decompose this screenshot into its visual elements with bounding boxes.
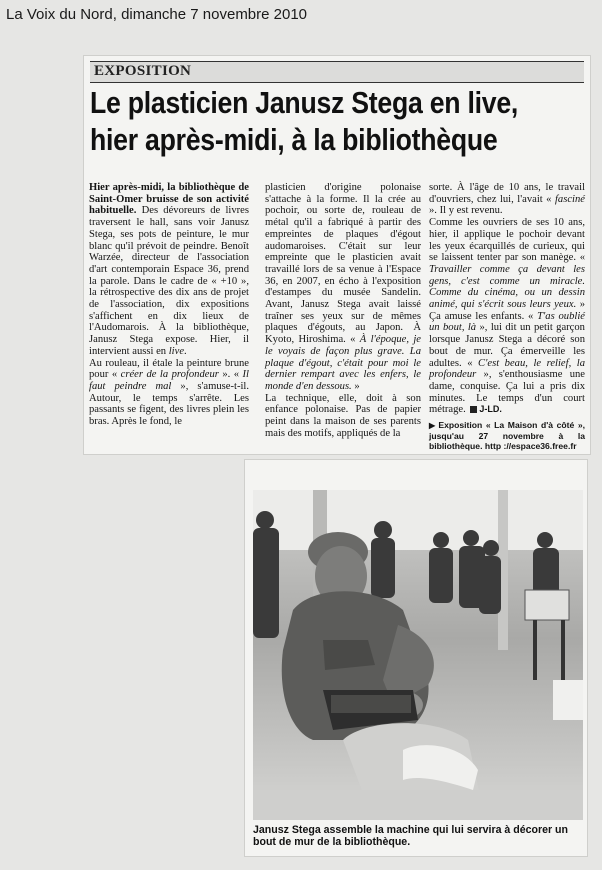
- article-headline: [90, 84, 517, 158]
- newspaper-source-line: La Voix du Nord, dimanche 7 novembre 2010: [6, 6, 308, 23]
- paragraph: La technique, elle, doit à son enfance polonaise. Pas de papier peint dans la maison de ses parents mais des motifs, appliqués de la: [265, 392, 421, 439]
- paragraph: Hier après-midi, la bibliothèque de Saint-Omer bruisse de son activité habituelle. Des dévoreurs de livres traversent le hall, sans voir Janusz Stega, ses pots de peinture, le mur blanc qu'il prévoit de peindre. Benoît Warzée, directeur de l'association d'art contemporain Espace 36, prend la parole. Dans le cadre de « +10 », la rétrospective des dix ans de projet de l'association, dix expositions s'affichent en dix lieux de l'Audomarois. À la bibliothèque, Janusz Stega expose. Hier, il intervient aussi en live.: [89, 182, 249, 357]
- headline-line-2: hier après-midi, à la bibliothèque: [90, 122, 498, 157]
- photo-clipping: [245, 460, 587, 856]
- paragraph: Comme les ouvriers de ses 10 ans, hier, il applique le pochoir devant les yeux écarquillés de curieux, qui se laissent tenter par son manège. « Travailler comme ça devant les gens, c'est comme un miracle. Comme du cinéma, ou un dessin animé, qui s'écrit sous leurs yeux. » Ça amuse les enfants. « T'as oublié un bout, là », lui dit un petit garçon lorsque Janusz Stega a décoré son bout de mur. Ça émerveille les adultes. « C'est beau, le relief, la profondeur », s'enthousiasme une dame, conquise. Ça lui a pris dix minutes. Le temps d'un court métrage. J-LD.: [429, 217, 586, 416]
- section-rubric: [90, 61, 584, 83]
- author-signature: J-LD.: [479, 404, 502, 415]
- article-photo: [253, 490, 583, 820]
- headline-line-1: Le plasticien Janusz Stega en live,: [90, 85, 519, 120]
- rubric-label: EXPOSITION: [94, 63, 192, 79]
- square-bullet-icon: [470, 406, 477, 413]
- quote: Travailler comme ça devant les gens, c'est comme un miracle. Comme du cinéma, ou un dessin animé, qui s'écrit sous leurs yeux.: [429, 263, 585, 311]
- paragraph: Au rouleau, il étale la peinture brune pour « créer de la profondeur ». « Il faut peindre mal », s'amuse-t-il. Autour, le temps s'arrête. Les passants se figent, des livres plein les bras. Après le fond, le: [89, 357, 250, 428]
- quote: À l'époque, je le voyais de façon plus grave. La plaque d'égout, c'était pour moi le dernier rempart avec les enfers, le monde d'en dessous.: [265, 334, 421, 392]
- article-column-3: [429, 182, 585, 451]
- photo-caption: Janusz Stega assemble la machine qui lui servira à décorer un bout de mur de la bibliothèque.: [253, 824, 568, 848]
- paragraph: plasticien d'origine polonaise s'attache à la forme. Il la crée au pochoir, ou sorte de, rouleau de métal qu'il a fabriqué à partir des empreintes de plaques d'égout audomaroises. C'était sur leur empreinte que le plasticien avait travaillé lors de sa venue à l'Espace 36, en 2007, en écho à l'exposition d'estampes du musée Sandelin. Avant, Janusz Stega avait laissé traîner ses yeux sur de mêmes plaques d'égouts, au Japon. À Kyoto, Hiroshima. « À l'époque, je le voyais de façon plus grave. La plaque d'égout, c'était pour moi le dernier rempart avec les enfers, le monde d'en dessous. »: [265, 182, 421, 392]
- article-column-1: [89, 182, 249, 428]
- photo-illustration: [253, 490, 583, 820]
- exhibition-info: ▶ Exposition « La Maison d'à côté », jusqu'au 27 novembre à la bibliothèque. http ://espace36.free.fr: [429, 420, 586, 452]
- paragraph: sorte. À l'âge de 10 ans, le travail d'ouvriers, chez lui, l'avait « fasciné ». Il y est revenu.: [429, 182, 585, 217]
- article-clipping: [84, 56, 590, 454]
- arrow-right-icon: ▶: [429, 421, 437, 431]
- lead-text: Hier après-midi, la bibliothèque de Saint-Omer bruisse de son activité habituelle.: [89, 182, 249, 217]
- article-body: [89, 182, 585, 450]
- article-column-2: [265, 182, 421, 439]
